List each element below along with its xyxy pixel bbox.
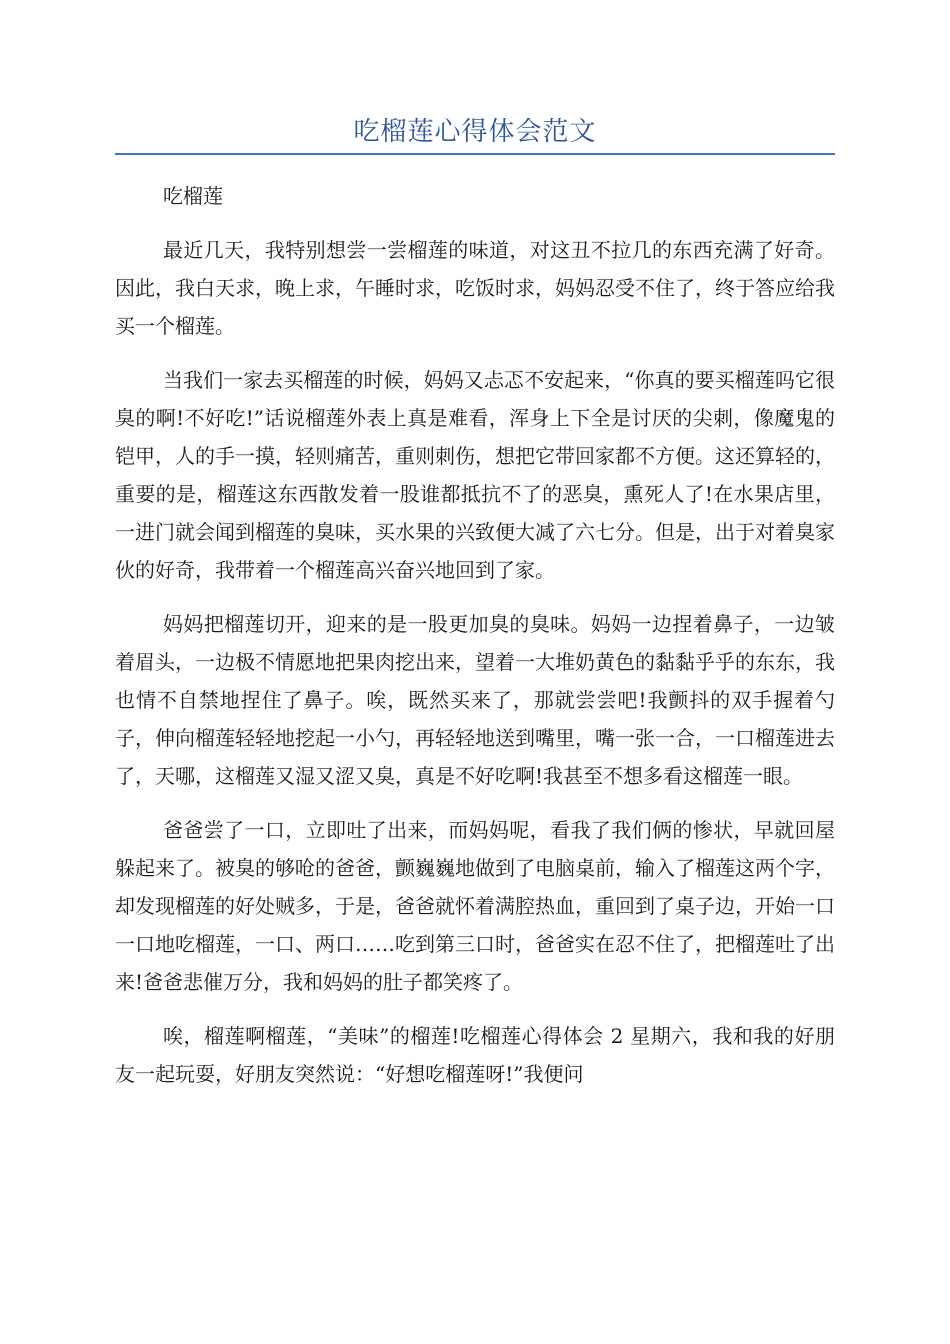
paragraph-1: 最近几天，我特别想尝一尝榴莲的味道，对这丑不拉几的东西充满了好奇。因此，我白天求，晚上求，午睡时求，吃饭时求，妈妈忍受不住了，终于答应给我买一个榴莲。	[115, 238, 835, 338]
paragraph-5: 唉，榴莲啊榴莲，“美味”的榴莲!吃榴莲心得体会 2 星期六，我和我的好朋友一起玩耍，好朋友突然说：“好想吃榴莲呀!”我便问	[115, 1024, 835, 1086]
paragraph-2: 当我们一家去买榴莲的时候，妈妈又忐忑不安起来，“你真的要买榴莲吗它很臭的啊!不好吃!”话说榴莲外表上真是难看，浑身上下全是讨厌的尖刺，像魔鬼的铠甲，人的手一摸，轻则痛苦，重则刺伤，想把它带回家都不方便。这还算轻的，重要的是，榴莲这东西散发着一股谁都抵抗不了的恶臭，熏死人了!在水果店里，一进门就会闻到榴莲的臭味，买水果的兴致便大减了六七分。但是，出于对着臭家伙的好奇，我带着一个榴莲高兴奋兴地回到了家。	[115, 368, 835, 582]
paragraph-4: 爸爸尝了一口，立即吐了出来，而妈妈呢，看我了我们俩的惨状，早就回屋躲起来了。被臭的够呛的爸爸，颤巍巍地做到了电脑桌前，输入了榴莲这两个字，却发现榴莲的好处贼多，于是，爸爸就怀着满腔热血，重回到了桌子边，开始一口一口地吃榴莲，一口、两口……吃到第三口时，爸爸实在忍不住了，把榴莲吐了出来!爸爸悲催万分，我和妈妈的肚子都笑疼了。	[115, 818, 835, 994]
paragraph-3: 妈妈把榴莲切开，迎来的是一股更加臭的臭味。妈妈一边捏着鼻子，一边皱着眉头，一边极不情愿地把果肉挖出来，望着一大堆奶黄色的黏黏乎乎的东东，我也情不自禁地捏住了鼻子。唉，既然买来了，那就尝尝吧!我颤抖的双手握着勺子，伸向榴莲轻轻地挖起一小勺，再轻轻地送到嘴里，嘴一张一合，一口榴莲进去了，天哪，这榴莲又湿又涩又臭，真是不好吃啊!我甚至不想多看这榴莲一眼。	[115, 612, 835, 788]
section-heading: 吃榴莲	[163, 184, 223, 208]
document-title: 吃榴莲心得体会范文	[353, 117, 597, 147]
title-underline	[115, 153, 835, 155]
document-body	[115, 177, 835, 1109]
